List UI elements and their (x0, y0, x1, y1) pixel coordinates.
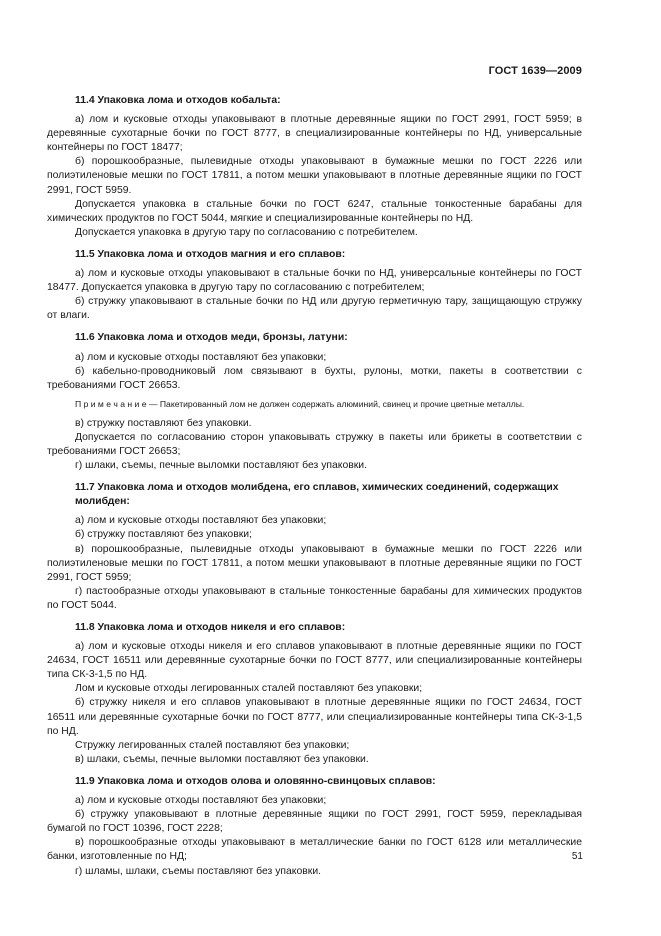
paragraph: Стружку легированных сталей поставляют без упаковки; (75, 739, 350, 751)
section-title: 11.6 Упаковка лома и отходов меди, бронзы, латуни: (75, 332, 348, 344)
paragraph: а) лом и кусковые отходы никеля и его сплавов упаковывают в плотные деревянные ящики по ГОСТ 24634, ГОСТ 16511 или деревянные сухотарные бочки по ГОСТ 8777, или специализированные контейнеры типа СК-3-1,5 по НД. (47, 641, 582, 681)
paragraph: Допускается по согласованию сторон упаковывать стружку в пакеты или брикеты в соответствии с требованиями ГОСТ 26653; (47, 431, 582, 457)
section-11-9 (47, 775, 582, 879)
paragraph: б) стружку никеля и его сплавов упаковывают в плотные деревянные ящики по ГОСТ 24634, ГОСТ 16511 или деревянные сухотарные бочки по ГОСТ 8777, или специализированные контейнеры типа СК-3-1,5 по НД. (47, 697, 582, 737)
paragraph: в) порошкообразные, пылевидные отходы упаковывают в бумажные мешки по ГОСТ 2226 или полиэтиленовые мешки по ГОСТ 17811, а потом мешки упаковывают в плотные деревянные ящики по ГОСТ 2991, ГОСТ 5959; (47, 543, 582, 583)
paragraph: а) лом и кусковые отходы поставляют без упаковки; (75, 515, 327, 527)
paragraph: б) стружку упаковывают в плотные деревянные ящики по ГОСТ 2991, ГОСТ 5959, перекладывая бумагой по ГОСТ 10396, ГОСТ 2228; (47, 809, 582, 835)
section-11-4 (47, 94, 582, 240)
paragraph: Допускается упаковка в стальные бочки по ГОСТ 6247, стальные тонкостенные барабаны для химических продуктов по ГОСТ 5044, мягкие и специализированные контейнеры по НД. (47, 198, 582, 224)
paragraph: б) кабельно-проводниковый лом связывают в бухты, рулоны, мотки, пакеты в соответствии с требованиями ГОСТ 26653. (47, 365, 582, 391)
standard-header: ГОСТ 1639—2009 (488, 65, 582, 77)
section-11-8 (47, 621, 582, 767)
document-body (47, 94, 582, 879)
paragraph: Лом и кусковые отходы легированных сталей поставляют без упаковки; (75, 683, 423, 695)
section-title: 11.8 Упаковка лома и отходов никеля и его сплавов: (75, 622, 346, 633)
paragraph: а) лом и кусковые отходы упаковывают в плотные деревянные ящики по ГОСТ 2991, ГОСТ 5959; в деревянные сухотарные бочки по ГОСТ 8777, в специализированные контейнеры по НД, универсальные контейнеры по ГОСТ 18477; (47, 114, 582, 154)
section-title: 11.4 Упаковка лома и отходов кобальта: (75, 95, 281, 106)
paragraph: г) шламы, шлаки, съемы поставляют без упаковки. (75, 865, 322, 877)
section-title: 11.7 Упаковка лома и отходов молибдена, его сплавов, химических соединений, содержащих молибден: (75, 482, 559, 508)
paragraph: б) стружку упаковывают в стальные бочки по НД или другую герметичную тару, защищающую стружку от влаги. (47, 296, 582, 322)
paragraph: а) лом и кусковые отходы упаковывают в стальные бочки по НД, универсальные контейнеры по ГОСТ 18477. Допускается упаковка в другую тару по согласованию с потребителем; (47, 268, 582, 294)
paragraph: б) стружку поставляют без упаковки; (75, 529, 252, 541)
section-11-6 (47, 331, 582, 473)
section-11-7 (47, 481, 582, 613)
page-number: 51 (571, 851, 583, 862)
paragraph: г) шлаки, съемы, печные выломки поставляют без упаковки. (75, 460, 368, 472)
paragraph: б) порошкообразные, пылевидные отходы упаковывают в бумажные мешки по ГОСТ 2226 или полиэтиленовые мешки по ГОСТ 17811, а потом мешки упаковывают в плотные деревянные ящики по ГОСТ 2991, ГОСТ 5959. (47, 156, 582, 196)
paragraph: Допускается упаковка в другую тару по согласованию с потребителем. (75, 226, 418, 238)
paragraph: а) лом и кусковые отходы поставляют без упаковки; (75, 351, 327, 363)
note: П р и м е ч а н и е — Пакетированный лом не должен содержать алюминий, свинец и прочие цветные металлы. (75, 398, 525, 409)
section-title: 11.5 Упаковка лома и отходов магния и его сплавов: (75, 248, 346, 260)
paragraph: в) порошкообразные отходы упаковывают в металлические банки по ГОСТ 6128 или металлические банки, изготовленные по НД; (47, 837, 582, 863)
paragraph: в) шлаки, съемы, печные выломки поставляют без упаковки. (75, 753, 369, 765)
section-title: 11.9 Упаковка лома и отходов олова и оловянно-свинцовых сплавов: (75, 775, 436, 787)
paragraph: а) лом и кусковые отходы поставляют без упаковки; (75, 795, 327, 807)
paragraph: в) стружку поставляют без упаковки. (75, 417, 252, 429)
paragraph: г) пастообразные отходы упаковывают в стальные тонкостенные барабаны для химических продуктов по ГОСТ 5044. (47, 585, 582, 611)
section-11-5 (47, 248, 582, 323)
